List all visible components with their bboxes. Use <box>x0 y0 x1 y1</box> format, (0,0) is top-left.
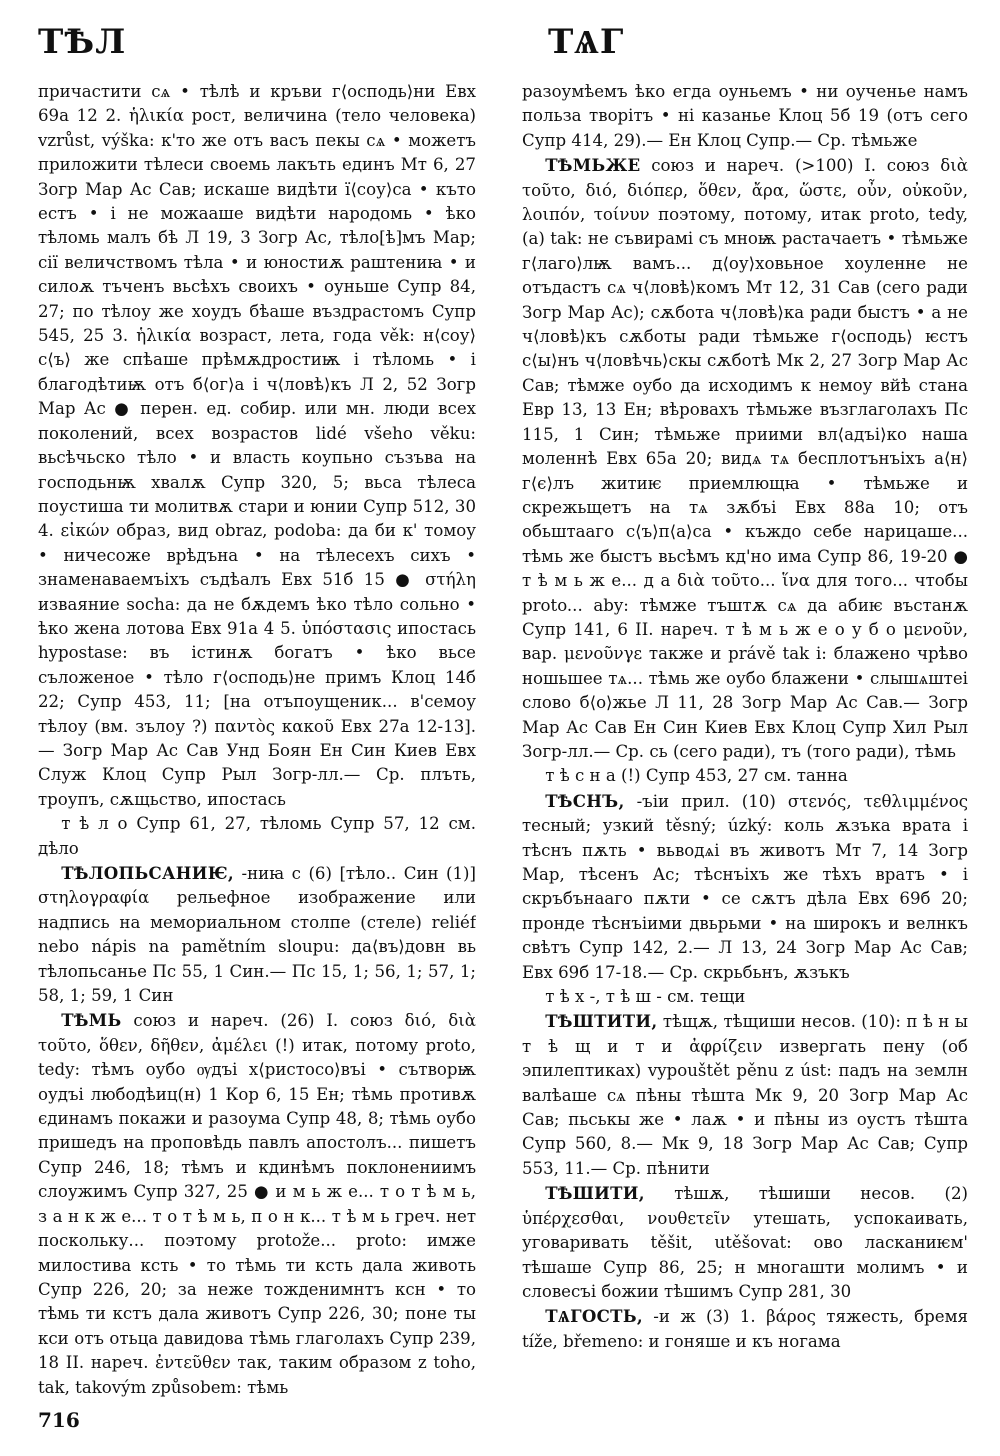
entry-headword: ТѢМЬЖЕ <box>545 155 641 176</box>
entry-headword: ТѢСНЪ, <box>545 790 625 811</box>
entry-text: союз и нареч. (>100) I. союз διὰ τοῦτο, διό, διόπερ, ὅθεν, ἄρα, ὥστε, οὖν, οὐκοῦν, λοιπόν, τοίνυν поэтому, потому, итак proto, tedy, (a) tak: не съвирамі съ мноѭ растачаетъ • тѣмьже г⟨лаго⟩лѭ вамъ... д⟨оу⟩ховьное хоуленне не отъдастъ сѧ ч⟨ловѣ⟩комъ Мт 12, 31 Сав (сего ради Зогр Мар Ас); сѫбота ч⟨ловѣ⟩ка ради быстъ • а не ч⟨ловѣ⟩къ сѫботы ради тѣмьже г⟨осподь⟩ ѥстъ с⟨ы⟩нъ ч⟨ловѣчь⟩скы сѫботѣ Мк 2, 27 Зогр Мар Ас Сав; тѣмже оубо да исходимъ к немоу вйѣ стана Евр 13, 13 Ен; вѣровахъ тѣмьже възглаголахъ Пс 115, 1 Син; тѣмьже приими вл⟨адъі⟩ко наша моленнѣ Евх 65а 20; видѧ тѧ бесплотънъіхъ а⟨н⟩г⟨є⟩лъ житиѥ приемлющꙗ • тѣмьже и скрежьщетъ на тѧ зѫбъі Евх 88а 10; отъ обьштаагo с⟨ъ⟩п⟨а⟩са • къждо себе нарицаше... тѣмь же быстъ вьсѣмъ кд'но има Супр 86, 19-20 ● т ѣ м ь ж е... д а διὰ τοῦτο... ἵνα для того... чтобы proto... aby: тѣмже тъштѫ сѧ да абиѥ въстанѫ Супр 141, 6 II. нареч. т ѣ м ь ж е о у б о μενοῦν, вар. μενοῦνγε также и právě tak i: блаженo чрѣво ношьшее тѧ... тѣмь же оубо блажени • слышѧштеі слово б⟨о⟩жье Л 11, 28 Зогр Мар Ас Сав.— Зогр Мар Ас Сав Ен Син Киев Евх Клоц Супр Хил Рыл Зогр-лл.— Ср. сь (сего ради), тъ (того ради), тѣмь <box>522 156 968 761</box>
dictionary-entry <box>38 80 476 812</box>
entry-text: тѣшѫ, тѣшиши несов. (2) ὑπέρχεσθαι, νουθετεῖν утешать, успокаивать, уговаривать těšit, utěšovat: ово ласканиѥм' тѣшаше Супр 86, 25; н многашти молимъ • и словесъі божии тѣшимъ Супр 281, 30 <box>522 1184 968 1301</box>
entry-headword: ТѦГОСТЬ, <box>545 1306 643 1327</box>
entry-text: т ѣ х -, т ѣ ш - см. тещи <box>545 987 746 1007</box>
entry-text: т ѣ л о Супр 61, 27, тѣломь Супр 57, 12 см. дѣло <box>38 814 476 858</box>
dictionary-entry <box>38 861 476 1008</box>
left-column <box>38 80 476 1410</box>
entry-text: тѣщѫ, тѣщиши несов. (10): п ѣ н ы т ѣ щ и т и ἀφρίζειν извергать пену (об эпилептиках) vypouštět pěnu z úst: падъ на землн валѣаше сѧ пѣны тѣшта Мк 9, 20 Зогр Мар Ас Сав; пьськы же • лаѫ • и пѣны из оустъ тѣшта Супр 560, 8.— Мк 9, 18 Зогр Мар Ас Сав; Супр 553, 11.— Ср. пѣнити <box>522 1012 968 1178</box>
right-column <box>522 80 968 1410</box>
page-number: 716 <box>38 1408 80 1432</box>
dictionary-entry <box>38 812 476 861</box>
dictionary-entry <box>522 1181 968 1304</box>
running-head-right: ТѦГ <box>548 22 625 62</box>
entry-text: союз и нареч. (26) I. союз διό, διὰ τοῦτο, ὅθεν, δῆθεν, ἀμέλει (!) итак, потому proto, tedy: тѣмъ оубо ѹдъі х⟨ристосо⟩въі • сътворѭ оудъі любодѣиц(н) 1 Кор 6, 15 Ен; тѣмь противѫ єдинамъ покажи и разоума Супр 48, 8; тѣмь оубо пришедъ на проповѣдь павлъ апостолъ... пишетъ Супр 246, 18; тѣмъ и кдинѣмъ поклонениимъ слоужимъ Супр 327, 25 ● и м ь ж е... т о т ѣ м ь, з а н к ж е... т о т ѣ м ь, п о н к... т ѣ м ь греч. нет поскольку... поэтому protože... proto: имже милостива ксть • то тѣмь ти ксть дала животь Супр 226, 20; за неже тожденимнтъ ксн • то тѣмь ти кстъ дала животъ Супр 226, 30; поне ты кси отъ отьца давидова тѣмь глаголахъ Супр 239, 18 II. нареч. ἐντεῦθεν так, таким образом z toho, tak, takovým způsobem: тѣмь <box>38 1011 476 1397</box>
entry-text: -и ж (3) 1. βάρος тяжесть, бремя tíže, břemeno: и гоняше и къ ногама <box>522 1307 968 1351</box>
dictionary-entry <box>522 153 968 764</box>
entry-headword: ТѢШИТИ, <box>545 1183 645 1204</box>
entry-headword: ТѢШТИТИ, <box>545 1011 658 1032</box>
dictionary-entry <box>522 1304 968 1354</box>
dictionary-entry <box>522 764 968 788</box>
entry-text: причастити сѧ • тѣлѣ и кръви г⟨осподь⟩ни Евх 69а 12 2. ἡλικία рост, величина (тело человека) vzrůst, výška: к'то же отъ васъ пекы сѧ • можетъ приложити тѣлеси своемь лакъть единъ Мт 6, 27 Зогр Мар Ас Сав; искаше видѣти ї⟨соу⟩са • къто естъ • і не можааше видѣти народомь • ѣко тѣломь малъ бѣ Л 19, 3 Зогр Ас, тѣло[ѣ]мъ Мар; сії величствомъ тѣла • и юностиѫ раштениꙗ • и силоѫ тъченъ вьсѣхъ своихъ • оуньше Супр 84, 27; по тѣлоу же хоудъ бѣаше въздрастомъ Супр 545, 25 3. ἡλικία возраст, лета, года věk: н⟨соу⟩с⟨ъ⟩ же спѣаше прѣмѫдростиѭ і тѣломь • і благодѣтиѭ отъ б⟨ог⟩а і ч⟨ловѣ⟩къ Л 2, 52 Зогр Мар Ас ● перен. ед. собир. или мн. люди всех поколений, всех возрастов lidé všeho věku: вьсѣчьско тѣло • и власть коупьно съзъва на господьнѭ хвалѫ Супр 320, 5; вьса тѣлеса поустиша ти молитвѫ стари и юнии Супр 512, 30 4. εἰκών образ, вид obraz, podoba: да би к' томоу • ничесоже врѣдъна • на тѣлесехъ сихъ • знаменаваемъіхъ съдѣалъ Евх 51б 15 ● στήλη изваяние socha: да не бѫдемъ ѣко тѣло сольно • ѣко жена лотова Евх 91а 4 5. ὑπόστασις ипостась hypostase: въ істинѫ богатъ • ѣко вьсе съложеное • тѣло г⟨осподь⟩не примъ Клоц 14б 22; Супр 453, 11; [на отъпоущеник... в'семоу тѣлоу (вм. зълоу ?) παντὸς κακοῦ Евх 27а 12-13].— Зогр Мар Ас Сав Унд Боян Ен Син Киев Евх Служ Клоц Супр Рыл Зогр-лл.— Ср. плъть, троупъ, сѫщьство, ипостась <box>38 82 476 809</box>
running-head-left: ТѢЛ <box>38 22 127 62</box>
dictionary-entry <box>522 1009 968 1181</box>
dictionary-entry <box>38 1008 476 1400</box>
entry-text: т ѣ с н а (!) Супр 453, 27 см. танна <box>545 766 848 786</box>
dictionary-entry <box>522 789 968 985</box>
dictionary-entry <box>522 985 968 1009</box>
entry-text: разоумѣемъ ѣко егда оуньемъ • ни оученье намъ польза творітъ • ні казанье Клоц 5б 19 (отъ сего Супр 414, 29).— Ен Клоц Супр.— Ср. тѣмьже <box>522 82 968 150</box>
entry-headword: ТѢЛОПЬСАНИѤ, <box>61 863 234 883</box>
entry-headword: ТѢМЬ <box>61 1010 122 1031</box>
entry-text: -ниꙗ с (6) [тѣло.. Син (1)] στηλογραφία рельефное изображение или надпись на мемориальном столпе (стеле) reliéf nebo nápis na pamětním sloupu: да⟨въ⟩довн вь тѣлопьсанье Пс 55, 1 Син.— Пс 15, 1; 56, 1; 57, 1; 58, 1; 59, 1 Син <box>38 864 476 1006</box>
dictionary-entry <box>522 80 968 153</box>
entry-text: -ъіи прил. (10) στενός, τεθλιμμένος тесный; узкий těsný; úzký: коль ѫзъка врата і тѣснъ пѫть • вьводѧі въ животъ Мт 7, 14 Зогр Мар, тѣсенъ Ас; тѣснъіхъ же тѣхъ вратъ • і скръбънаагo пѫти • се сѫтъ дѣла Евх 69б 20; пронде тѣснъіими двьрьми • на широкъ и велнкъ свѣтъ Супр 142, 2.— Л 13, 24 Зогр Мар Ас Сав; Евх 69б 17-18.— Ср. скрьбьнъ, ѫзъкъ <box>522 791 968 982</box>
